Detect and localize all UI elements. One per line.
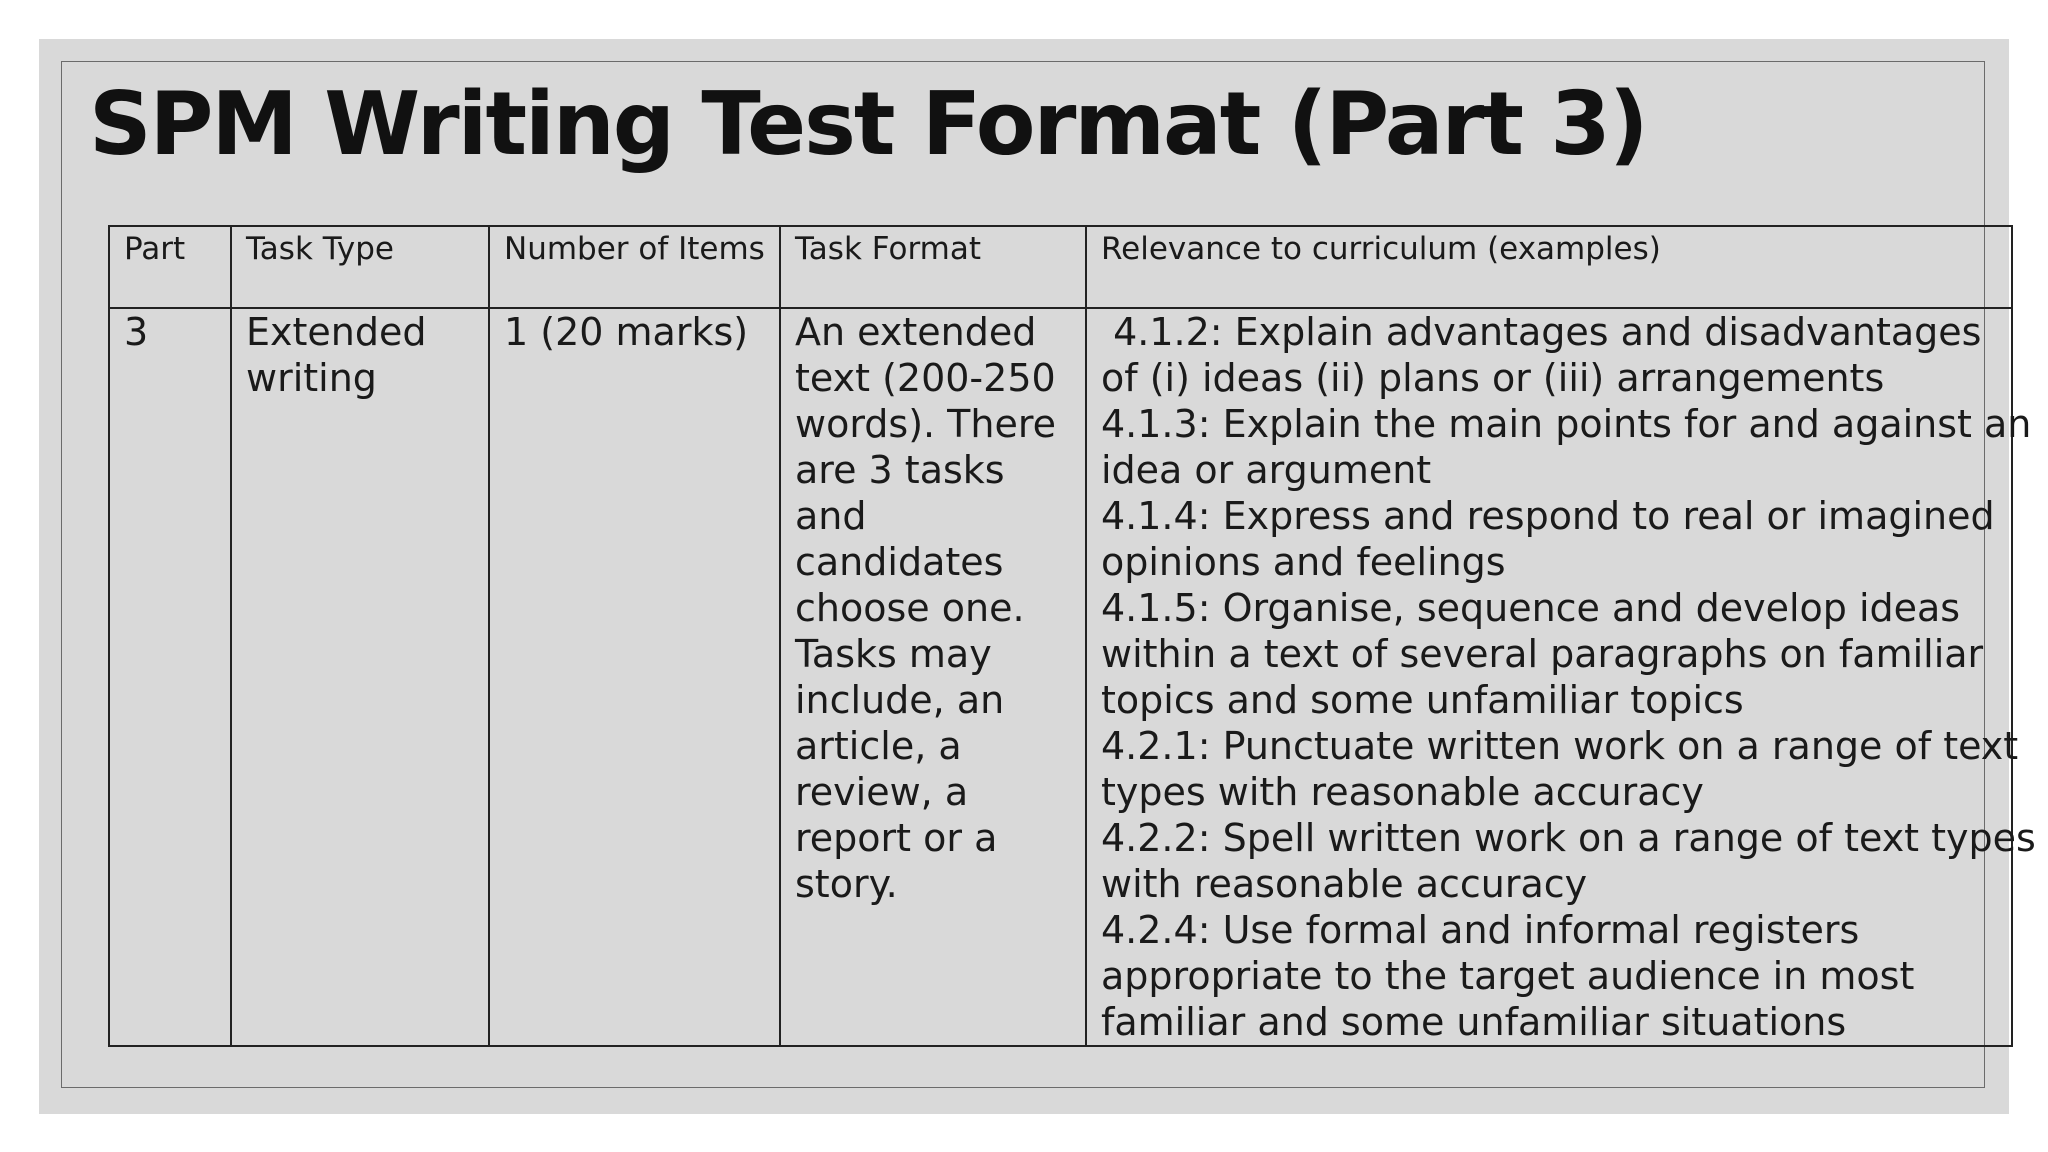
table-header-row	[109, 226, 2012, 308]
relevance-line: with reasonable accuracy	[1101, 862, 1588, 906]
cell-task-format: An extended text (200-250 words). There are 3 tasks and candidates choose one. Tasks may include, an article, a review, a report or a story.	[780, 308, 1086, 1046]
cell-part: 3	[109, 308, 231, 1046]
relevance-line: appropriate to the target audience in most	[1101, 954, 1915, 998]
relevance-line: 4.1.3: Explain the main points for and against an	[1101, 402, 2032, 446]
header-number-of-items: Number of Items	[489, 226, 780, 308]
cell-number-of-items: 1 (20 marks)	[489, 308, 780, 1046]
relevance-line: familiar and some unfamiliar situations	[1101, 1000, 1847, 1044]
cell-task-type: Extended writing	[231, 308, 489, 1046]
relevance-line: idea or argument	[1101, 448, 1432, 492]
table-row	[109, 308, 2012, 1046]
relevance-line: 4.1.2: Explain advantages and disadvantages	[1101, 310, 1982, 354]
header-part: Part	[109, 226, 231, 308]
relevance-line: 4.1.4: Express and respond to real or imagined	[1101, 494, 1995, 538]
relevance-line: 4.1.5: Organise, sequence and develop ideas	[1101, 586, 1961, 630]
test-format-table	[108, 225, 2036, 1047]
relevance-line: opinions and feelings	[1101, 540, 1506, 584]
relevance-line: 4.2.2: Spell written work on a range of text types	[1101, 816, 2036, 860]
relevance-line: 4.2.1: Punctuate written work on a range of text	[1101, 724, 2019, 768]
cell-relevance	[1086, 308, 2036, 1046]
header-relevance: Relevance to curriculum (examples)	[1086, 226, 2012, 308]
relevance-line: topics and some unfamiliar topics	[1101, 678, 1744, 722]
relevance-line: within a text of several paragraphs on familiar	[1101, 632, 1984, 676]
header-task-type: Task Type	[231, 226, 489, 308]
header-task-format: Task Format	[780, 226, 1086, 308]
relevance-line: types with reasonable accuracy	[1101, 770, 1704, 814]
slide	[39, 39, 2036, 1114]
relevance-line: 4.2.4: Use formal and informal registers	[1101, 908, 1860, 952]
slide-title: SPM Writing Test Format (Part 3)	[89, 73, 1647, 175]
relevance-line: of (i) ideas (ii) plans or (iii) arrangements	[1101, 356, 1885, 400]
